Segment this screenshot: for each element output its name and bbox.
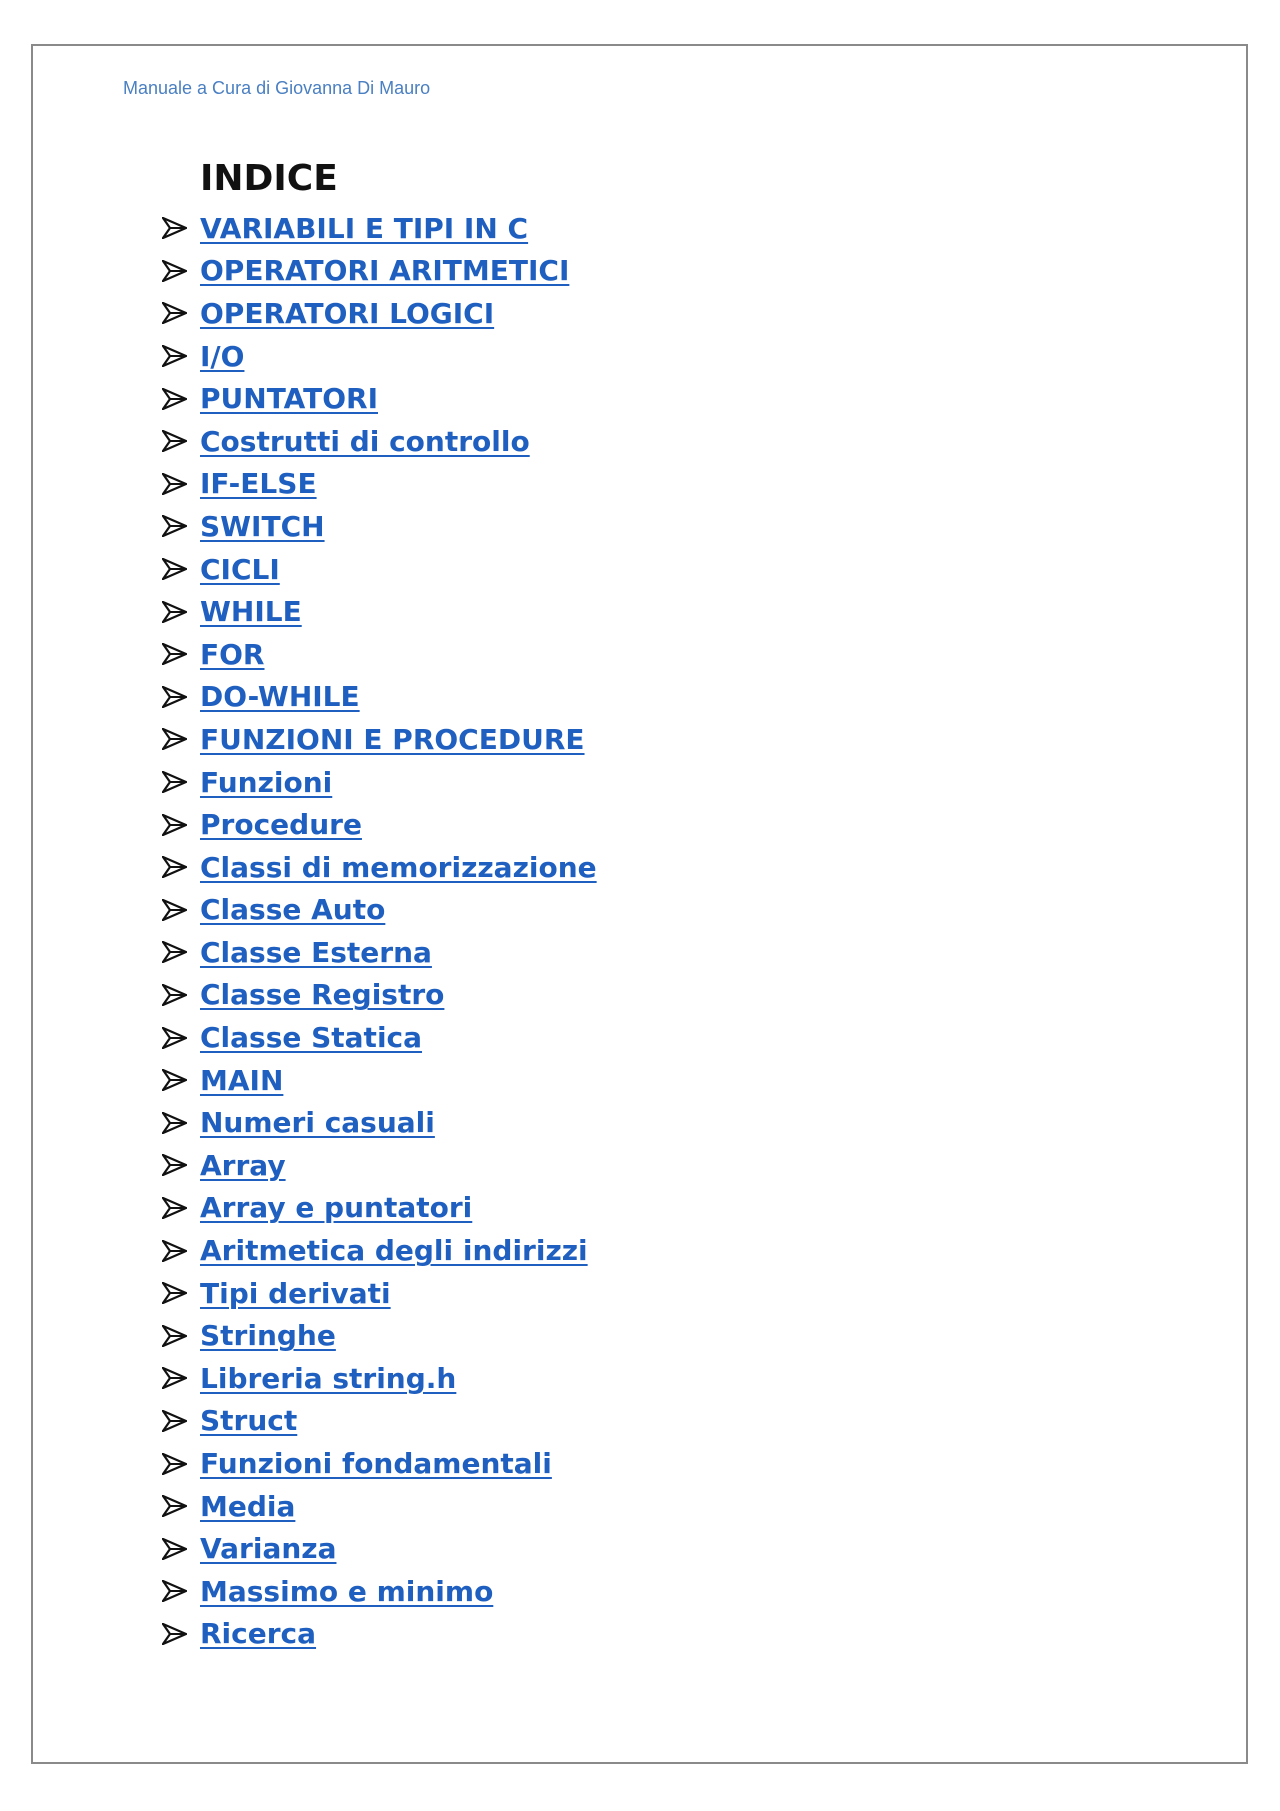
page-header: Manuale a Cura di Giovanna Di Mauro: [123, 78, 431, 98]
toc-link[interactable]: Funzioni: [200, 765, 333, 799]
toc-link[interactable]: Classi di memorizzazione: [200, 850, 597, 884]
arrow-bullet-icon: [162, 1453, 187, 1475]
toc-link[interactable]: OPERATORI ARITMETICI: [200, 254, 570, 288]
toc-link[interactable]: IF-ELSE: [200, 467, 317, 501]
arrow-bullet-icon: [162, 217, 187, 239]
toc-link[interactable]: MAIN: [200, 1063, 284, 1097]
toc-link[interactable]: FUNZIONI E PROCEDURE: [200, 722, 585, 756]
toc-link[interactable]: WHILE: [200, 595, 302, 629]
toc-link[interactable]: Classe Statica: [200, 1021, 423, 1055]
arrow-bullet-icon: [162, 302, 187, 324]
toc-link[interactable]: Classe Esterna: [200, 935, 432, 969]
arrow-bullet-icon: [162, 1282, 187, 1304]
toc-item: [162, 1187, 597, 1230]
toc-link[interactable]: Array e puntatori: [200, 1191, 473, 1225]
arrow-bullet-icon: [162, 728, 187, 750]
arrow-bullet-icon: [162, 558, 187, 580]
toc-item: [162, 292, 597, 335]
toc-item: [162, 1400, 597, 1443]
arrow-bullet-icon: [162, 1240, 187, 1262]
toc-link[interactable]: VARIABILI E TIPI IN C: [200, 211, 529, 245]
arrow-bullet-icon: [162, 1410, 187, 1432]
toc-link[interactable]: Stringhe: [200, 1319, 336, 1353]
toc-item: [162, 377, 597, 420]
toc-item: [162, 420, 597, 463]
arrow-bullet-icon: [162, 1154, 187, 1176]
arrow-bullet-icon: [162, 515, 187, 537]
toc-item: [162, 250, 597, 293]
arrow-bullet-icon: [162, 686, 187, 708]
arrow-bullet-icon: [162, 1538, 187, 1560]
arrow-bullet-icon: [162, 388, 187, 410]
arrow-bullet-icon: [162, 1069, 187, 1091]
arrow-bullet-icon: [162, 1367, 187, 1389]
toc-item: [162, 803, 597, 846]
toc-link[interactable]: Tipi derivati: [200, 1276, 391, 1310]
toc-link[interactable]: CICLI: [200, 552, 280, 586]
toc-link[interactable]: I/O: [200, 339, 245, 373]
toc-link[interactable]: Aritmetica degli indirizzi: [200, 1234, 588, 1268]
toc-link[interactable]: Ricerca: [200, 1617, 317, 1651]
toc-link[interactable]: Procedure: [200, 808, 362, 842]
toc-item: [162, 1357, 597, 1400]
arrow-bullet-icon: [162, 345, 187, 367]
toc-item: [162, 548, 597, 591]
toc-item: [162, 1442, 597, 1485]
toc-item: [162, 718, 597, 761]
toc-link[interactable]: Massimo e minimo: [200, 1574, 494, 1608]
toc-item: [162, 1613, 597, 1656]
toc-link[interactable]: Funzioni fondamentali: [200, 1447, 552, 1481]
toc-item: [162, 974, 597, 1017]
arrow-bullet-icon: [162, 473, 187, 495]
toc-item: [162, 1314, 597, 1357]
toc-link[interactable]: DO-WHILE: [200, 680, 360, 714]
toc-list: [162, 207, 597, 1655]
toc-item: [162, 846, 597, 889]
toc-item: [162, 207, 597, 250]
arrow-bullet-icon: [162, 1112, 187, 1134]
arrow-bullet-icon: [162, 984, 187, 1006]
toc-item: [162, 1527, 597, 1570]
arrow-bullet-icon: [162, 1580, 187, 1602]
toc-link[interactable]: Varianza: [200, 1532, 337, 1566]
toc-link[interactable]: Classe Auto: [200, 893, 386, 927]
arrow-bullet-icon: [162, 643, 187, 665]
toc-link[interactable]: FOR: [200, 637, 265, 671]
toc-item: [162, 889, 597, 932]
toc-item: [162, 505, 597, 548]
toc-link[interactable]: Media: [200, 1489, 296, 1523]
toc-item: [162, 1570, 597, 1613]
toc-item: [162, 1485, 597, 1528]
toc-item: [162, 463, 597, 506]
arrow-bullet-icon: [162, 1027, 187, 1049]
arrow-bullet-icon: [162, 771, 187, 793]
arrow-bullet-icon: [162, 260, 187, 282]
toc-item: [162, 931, 597, 974]
toc-item: [162, 335, 597, 378]
toc-link[interactable]: OPERATORI LOGICI: [200, 296, 495, 330]
toc-link[interactable]: Struct: [200, 1404, 298, 1438]
toc-link[interactable]: SWITCH: [200, 509, 325, 543]
toc-item: [162, 1016, 597, 1059]
toc-link[interactable]: PUNTATORI: [200, 382, 378, 416]
arrow-bullet-icon: [162, 814, 187, 836]
toc-item: [162, 1059, 597, 1102]
toc-item: [162, 1144, 597, 1187]
toc-link[interactable]: Numeri casuali: [200, 1106, 435, 1140]
arrow-bullet-icon: [162, 1325, 187, 1347]
toc-item: [162, 761, 597, 804]
arrow-bullet-icon: [162, 601, 187, 623]
arrow-bullet-icon: [162, 1623, 187, 1645]
toc-item: [162, 633, 597, 676]
arrow-bullet-icon: [162, 1197, 187, 1219]
toc-item: [162, 1272, 597, 1315]
toc-link[interactable]: Libreria string.h: [200, 1361, 457, 1395]
toc-title: INDICE: [200, 158, 338, 199]
toc-item: [162, 676, 597, 719]
arrow-bullet-icon: [162, 430, 187, 452]
toc-link[interactable]: Classe Registro: [200, 978, 445, 1012]
arrow-bullet-icon: [162, 1495, 187, 1517]
arrow-bullet-icon: [162, 856, 187, 878]
toc-link[interactable]: Costrutti di controllo: [200, 424, 530, 458]
arrow-bullet-icon: [162, 899, 187, 921]
arrow-bullet-icon: [162, 941, 187, 963]
toc-item: [162, 1101, 597, 1144]
toc-item: [162, 1229, 597, 1272]
toc-item: [162, 590, 597, 633]
toc-link[interactable]: Array: [200, 1148, 286, 1182]
